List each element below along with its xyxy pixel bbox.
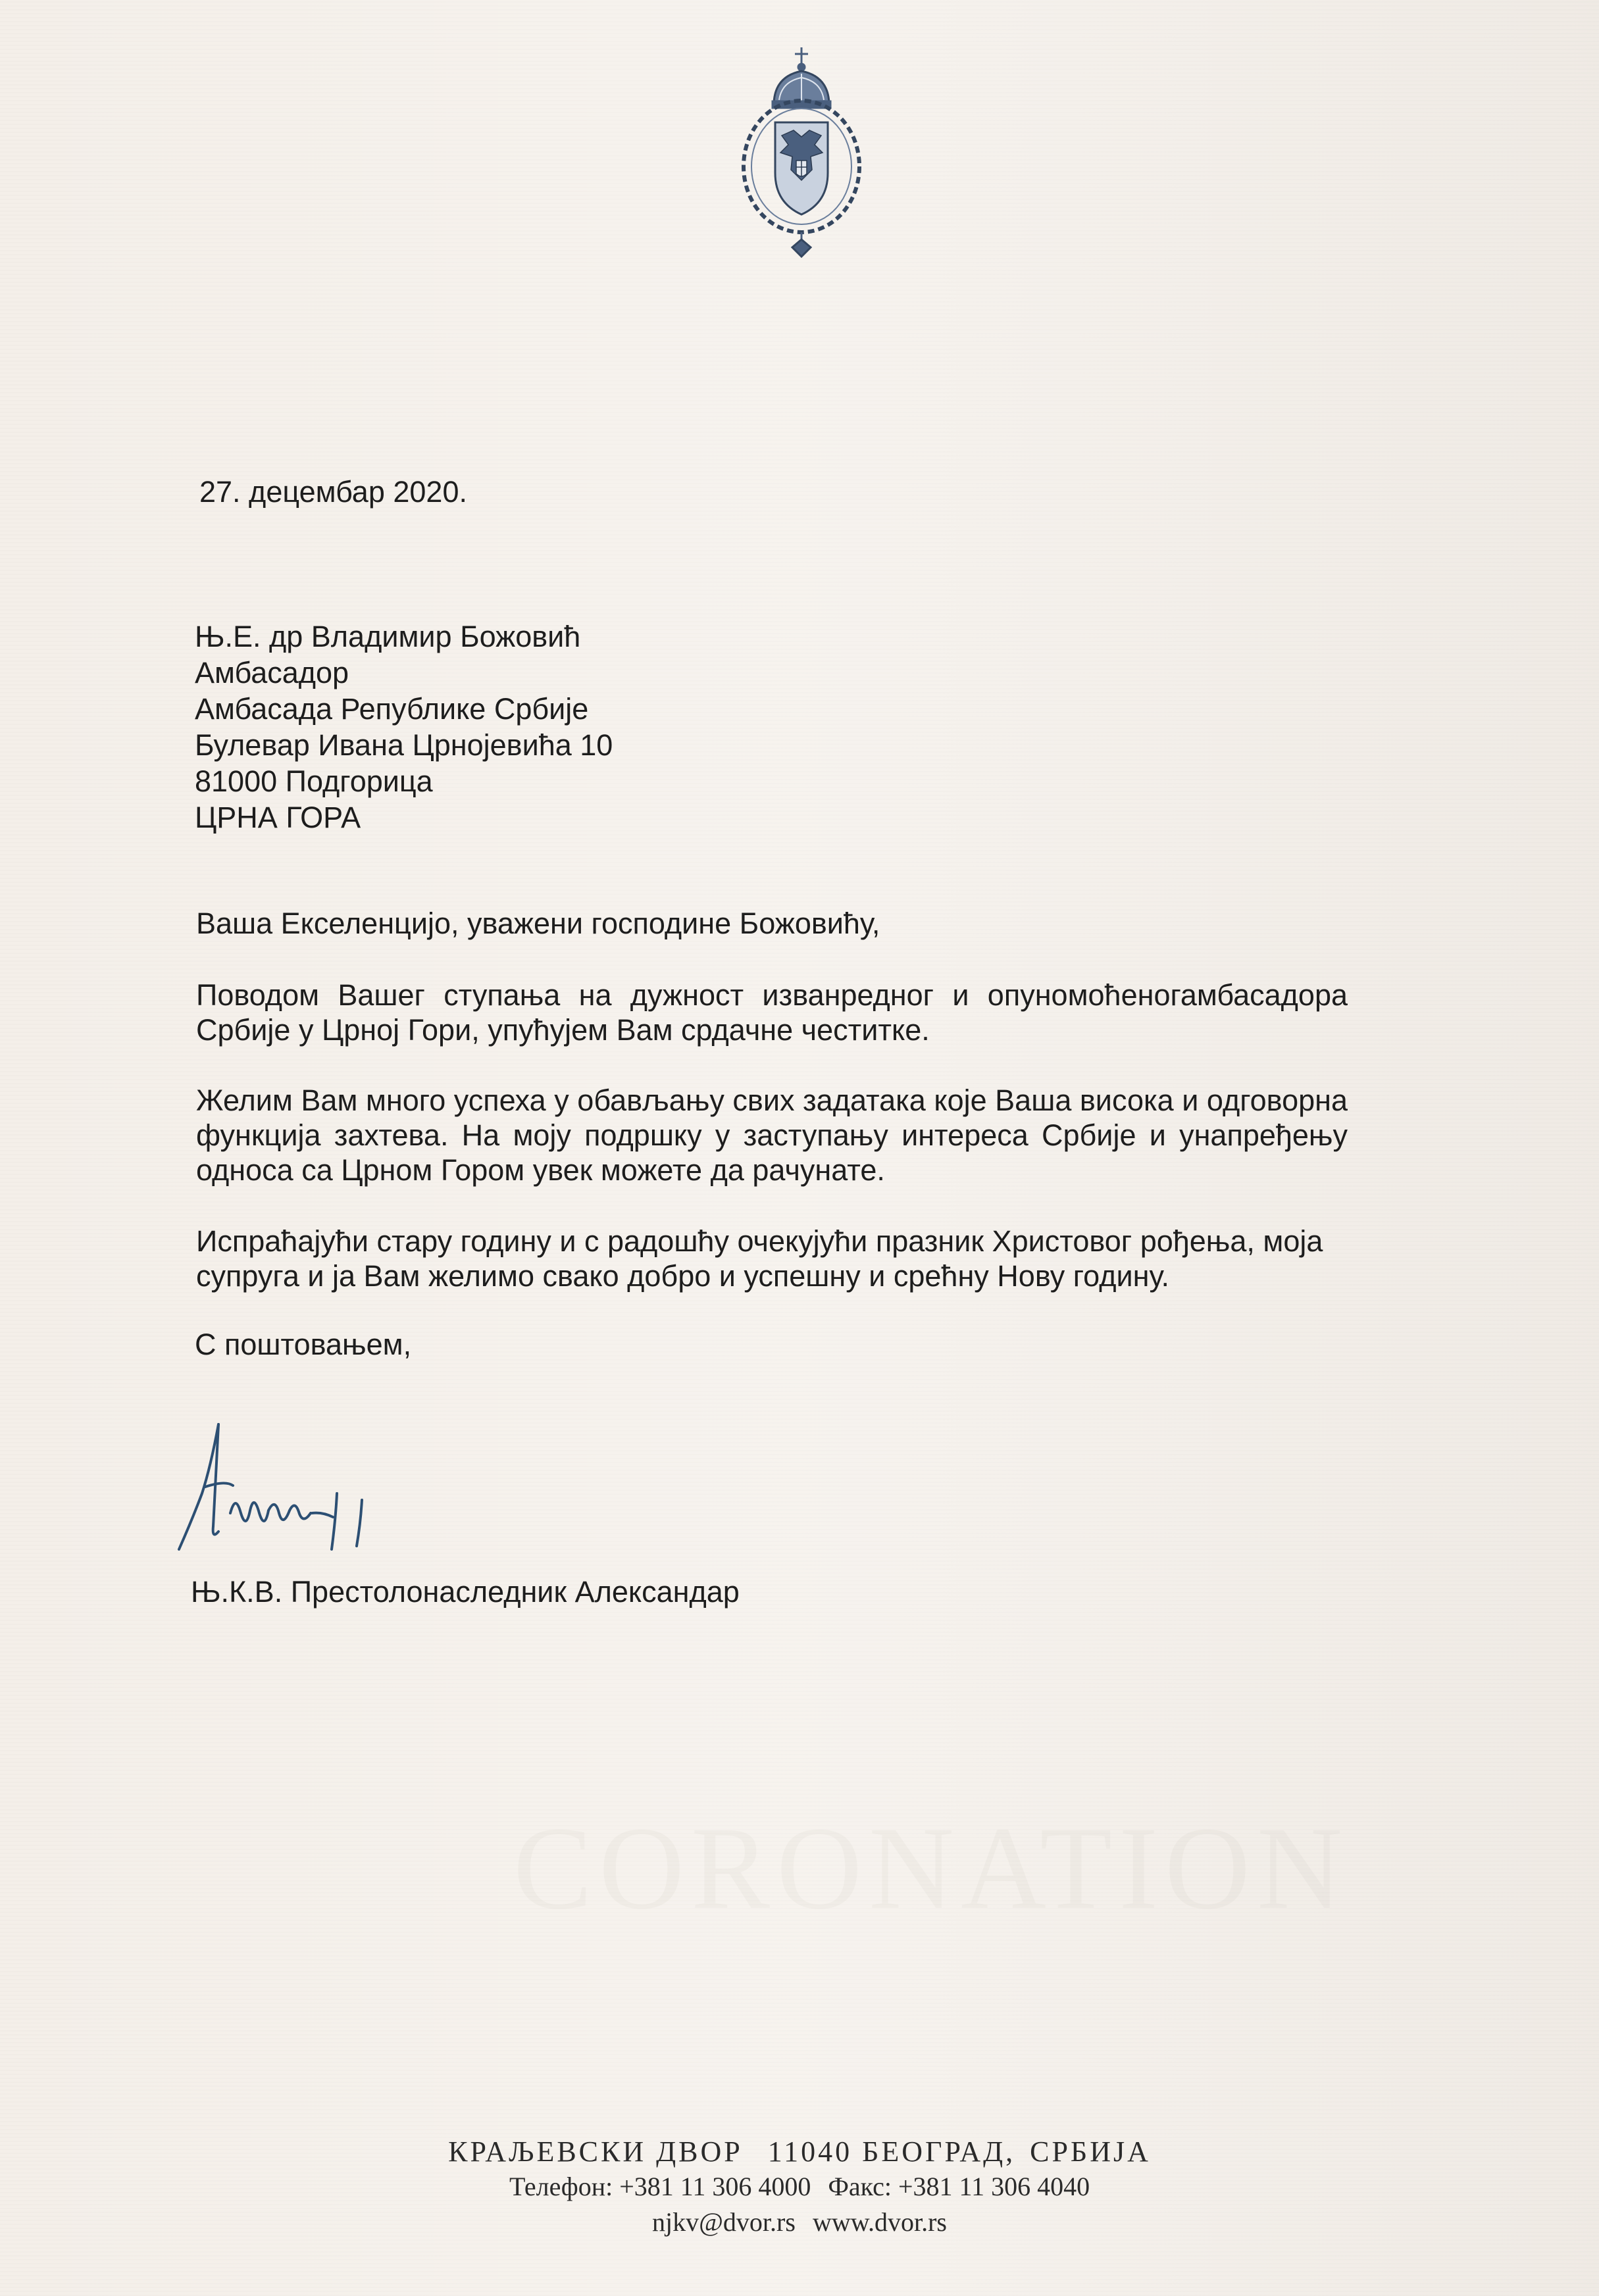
footer-phone: Телефон: +381 11 306 4000	[509, 2172, 811, 2201]
paper-watermark	[513, 1803, 1158, 1934]
recipient-street: Булевар Ивана Црнојевића 10	[195, 728, 613, 762]
footer-address-line	[0, 2135, 1599, 2168]
footer-fax: Факс: +381 11 306 4040	[828, 2172, 1090, 2201]
recipient-city: 81000 Подгорица	[195, 764, 433, 798]
closing: С поштовањем,	[195, 1328, 412, 1361]
recipient-name: Њ.Е. др Владимир Божовић	[195, 620, 581, 653]
recipient-address	[195, 618, 613, 836]
recipient-country: ЦРНА ГОРА	[195, 801, 361, 834]
recipient-institution: Амбасада Републике Србије	[195, 692, 589, 726]
footer-website: www.dvor.rs	[812, 2207, 947, 2237]
salutation: Ваша Екселенцијо, уважени господине Божовићу,	[196, 907, 880, 940]
footer-city: 11040 БЕОГРАД,	[767, 2135, 1016, 2168]
handwritten-signature	[172, 1414, 422, 1559]
footer-contact-line	[0, 2171, 1599, 2202]
royal-crest-icon	[736, 45, 867, 259]
body-paragraph-1: Поводом Вашег ступања на дужност изванредног и опуномоћеногамбасадора Србије у Црној Гори, упућујем Вам срдачне честитке.	[196, 978, 1348, 1047]
signer-name: Њ.К.В. Престолонаследник Александар	[191, 1575, 740, 1609]
body-paragraph-3: Испраћајући стару годину и с радошћу очекујући празник Христовог рођења, моја супруга и ја Вам желимо свако добро и успешну и срећну Нову годину.	[196, 1224, 1323, 1293]
recipient-title: Амбасадор	[195, 656, 349, 689]
footer-email: njkv@dvor.rs	[651, 2207, 796, 2237]
footer-institution: КРАЉЕВСКИ ДВОР	[448, 2135, 743, 2168]
footer-web-line	[0, 2207, 1599, 2237]
footer-country: СРБИЈА	[1030, 2135, 1151, 2168]
body-paragraph-2: Желим Вам много успеха у обављању свих задатака које Ваша висока и одговорна функција захтева. На моју подршку у заступању интереса Србије и унапређењу односа са Црном Гором увек можете да рачунате.	[196, 1084, 1348, 1187]
letter-date: 27. децембар 2020.	[199, 475, 467, 509]
